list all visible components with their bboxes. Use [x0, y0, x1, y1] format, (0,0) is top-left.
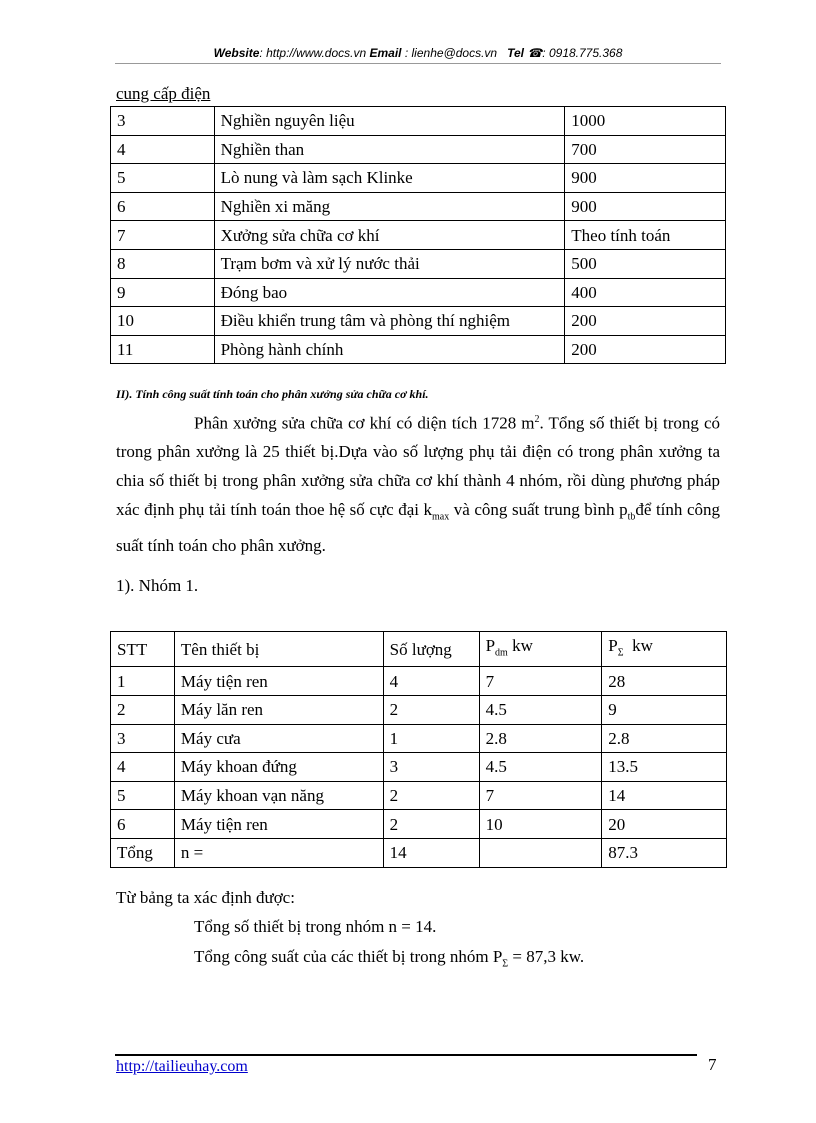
row-quantity: 2 [383, 695, 479, 724]
row-number: 11 [111, 335, 215, 364]
header-name: Tên thiết bị [174, 632, 383, 667]
table-row [111, 192, 726, 221]
row-number: 9 [111, 278, 215, 307]
header-psum-unit: kw [623, 636, 653, 655]
table-row [111, 695, 727, 724]
page-header [115, 46, 721, 64]
header-pdm-sub: dm [495, 647, 508, 659]
email-text: : lienhe@docs.vn [404, 46, 498, 60]
row-workshop: Nghiền xi măng [214, 192, 565, 221]
table-row [111, 810, 727, 839]
page-number: 7 [708, 1055, 717, 1074]
table-row [111, 278, 726, 307]
total-row-psum: 87.3 [602, 838, 727, 867]
tel-text: : 0918.775.368 [542, 46, 623, 60]
table-row [111, 135, 726, 164]
row-power: 200 [565, 335, 726, 364]
row-psum: 28 [602, 667, 727, 696]
para-part4: để tính công suất tính toán cho phân xưởng. [116, 500, 720, 556]
conclusion-line2-a: Tổng công suất của các thiết bị trong nhóm P [194, 947, 503, 966]
para-part1: Phân xưởng sửa chữa cơ khí có diện tích 1728 m [194, 413, 535, 433]
conclusion-line-count: Tổng số thiết bị trong nhóm n = 14. [194, 917, 437, 936]
row-pdm: 10 [479, 810, 602, 839]
row-stt: 4 [111, 753, 175, 782]
row-device-name: Máy tiện ren [174, 810, 383, 839]
total-row-device-name: n = [174, 838, 383, 867]
row-power: 900 [565, 164, 726, 193]
row-workshop: Đóng bao [214, 278, 565, 307]
subheading: II). Tính công suất tính toán cho phân xưởng sửa chữa cơ khí. [116, 387, 429, 401]
group1-equipment-table [110, 631, 727, 868]
table-header-row [111, 632, 727, 667]
para-part3: và công suất trung bình p [449, 500, 628, 520]
row-stt: 1 [111, 667, 175, 696]
group1-equipment-table-body [111, 667, 727, 867]
phone-icon: ☎ [527, 46, 543, 60]
row-power: 500 [565, 249, 726, 278]
row-workshop: Nghiền than [214, 135, 565, 164]
row-psum: 13.5 [602, 753, 727, 782]
header-psum [602, 632, 727, 667]
row-power: 400 [565, 278, 726, 307]
body-paragraph [116, 406, 720, 561]
row-psum: 20 [602, 810, 727, 839]
row-quantity: 2 [383, 781, 479, 810]
row-psum: 14 [602, 781, 727, 810]
header-stt: STT [111, 632, 175, 667]
group-title: 1). Nhóm 1. [116, 576, 199, 595]
table-row [111, 781, 727, 810]
email-label: Email [369, 46, 402, 60]
header-psum-sub: Σ [617, 647, 624, 659]
conclusion-line-power [194, 947, 584, 969]
row-number: 7 [111, 221, 215, 250]
section-heading: cung cấp điện [116, 84, 211, 103]
row-number: 3 [111, 107, 215, 136]
row-device-name: Máy khoan vạn năng [174, 781, 383, 810]
header-qty: Số lượng [383, 632, 479, 667]
row-workshop: Trạm bơm và xử lý nước thải [214, 249, 565, 278]
row-quantity: 3 [383, 753, 479, 782]
conclusion-line2-sub: Σ [502, 958, 509, 970]
row-psum: 2.8 [602, 724, 727, 753]
table-row [111, 107, 726, 136]
para-sub-max: max [432, 511, 450, 523]
footer-divider [115, 1054, 697, 1056]
row-device-name: Máy lăn ren [174, 695, 383, 724]
footer-link[interactable]: http://tailieuhay.com [116, 1058, 248, 1075]
tel-label: Tel [507, 46, 524, 60]
row-quantity: 1 [383, 724, 479, 753]
row-stt: 3 [111, 724, 175, 753]
row-pdm: 4.5 [479, 753, 602, 782]
row-power: 900 [565, 192, 726, 221]
row-number: 5 [111, 164, 215, 193]
header-pdm-unit: kw [507, 636, 533, 655]
para-sub-tb: tb [627, 511, 636, 523]
row-number: 10 [111, 307, 215, 336]
row-number: 6 [111, 192, 215, 221]
table-row [111, 164, 726, 193]
header-pdm [479, 632, 602, 667]
row-device-name: Máy tiện ren [174, 667, 383, 696]
row-pdm: 7 [479, 781, 602, 810]
row-power: 1000 [565, 107, 726, 136]
header-psum-base: P [608, 636, 618, 655]
row-pdm: 4.5 [479, 695, 602, 724]
table-row [111, 307, 726, 336]
row-power: 200 [565, 307, 726, 336]
row-device-name: Máy khoan đứng [174, 753, 383, 782]
workshop-load-table [110, 106, 726, 364]
row-stt: 5 [111, 781, 175, 810]
para-part2: . Tổng số thiết bị trong có trong phân xưởng là 25 thiết bị.Dựa vào số lượng phụ tải điện có trong phân xưởng ta chia số thiết bị trong phân xưởng sửa chữa cơ khí thành 4 nhóm, rồi dùng phương pháp xác định phụ tải tính toán thoe hệ số cực đại k [116, 413, 721, 520]
table-row [111, 667, 727, 696]
row-power: Theo tính toán [565, 221, 726, 250]
row-workshop: Xưởng sửa chữa cơ khí [214, 221, 565, 250]
website-text: : http://www.docs.vn [259, 46, 367, 60]
row-stt: 6 [111, 810, 175, 839]
workshop-load-table-body [111, 107, 726, 364]
table-row [111, 335, 726, 364]
row-quantity: 2 [383, 810, 479, 839]
row-pdm: 7 [479, 667, 602, 696]
website-label: Website [213, 46, 260, 60]
row-workshop: Lò nung và làm sạch Klinke [214, 164, 565, 193]
row-workshop: Nghiền nguyên liệu [214, 107, 565, 136]
conclusion-intro: Từ bảng ta xác định được: [116, 888, 295, 907]
row-power: 700 [565, 135, 726, 164]
total-row-stt: Tổng [111, 838, 175, 867]
row-quantity: 4 [383, 667, 479, 696]
row-number: 4 [111, 135, 215, 164]
total-row-quantity: 14 [383, 838, 479, 867]
total-row-pdm [479, 838, 602, 867]
para-sup: 2 [534, 414, 540, 425]
header-pdm-base: P [485, 636, 496, 655]
table-row [111, 249, 726, 278]
row-psum: 9 [602, 695, 727, 724]
row-workshop: Phòng hành chính [214, 335, 565, 364]
row-workshop: Điều khiển trung tâm và phòng thí nghiệm [214, 307, 565, 336]
table-row [111, 753, 727, 782]
row-number: 8 [111, 249, 215, 278]
row-device-name: Máy cưa [174, 724, 383, 753]
row-stt: 2 [111, 695, 175, 724]
table-row [111, 724, 727, 753]
conclusion-line2-b: = 87,3 kw. [508, 947, 585, 966]
row-pdm: 2.8 [479, 724, 602, 753]
table-total-row [111, 838, 727, 867]
table-row [111, 221, 726, 250]
